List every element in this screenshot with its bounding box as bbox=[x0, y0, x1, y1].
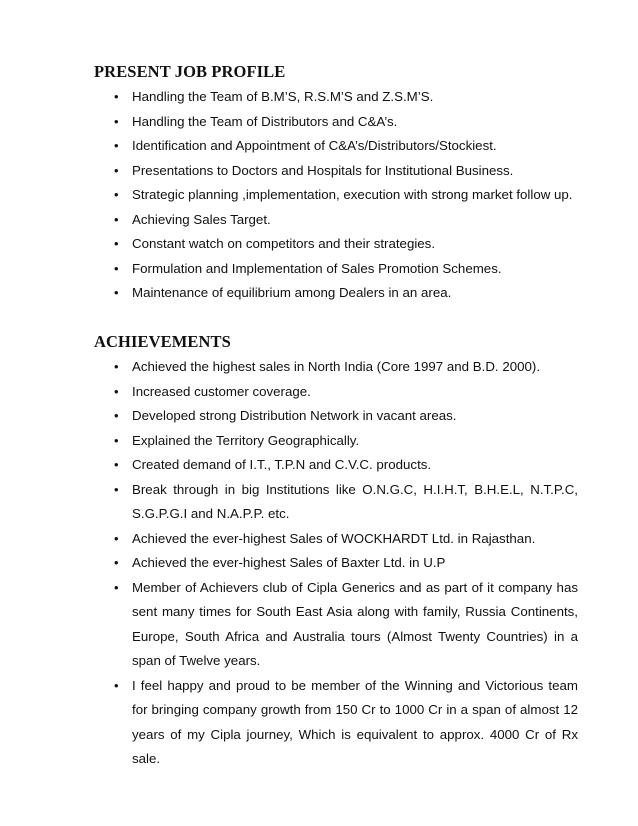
list-item bbox=[114, 576, 578, 674]
list-item bbox=[114, 527, 578, 552]
bullet-icon: • bbox=[114, 677, 119, 693]
list-item bbox=[114, 380, 578, 405]
list-item-text: Developed strong Distribution Network in vacant areas. bbox=[132, 408, 457, 423]
bullet-icon: • bbox=[114, 579, 119, 595]
bullet-icon: • bbox=[114, 113, 119, 129]
list-item-text: Break through in big Institutions like O.N.G.C, H.I.H.T, B.H.E.L, N.T.P.C, S.G.P.G.I and N.A.P.P. etc. bbox=[132, 481, 578, 521]
list-item-text: Achieved the ever-highest Sales of WOCKHARDT Ltd. in Rajasthan. bbox=[132, 530, 536, 546]
bullet-icon: • bbox=[114, 89, 119, 104]
bullet-icon: • bbox=[114, 187, 119, 202]
list-item bbox=[114, 429, 578, 454]
list-item-text: Handling the Team of B.M’S, R.S.M’S and Z.S.M’S. bbox=[132, 89, 434, 104]
list-item-text: Presentations to Doctors and Hospitals for Institutional Business. bbox=[132, 162, 514, 178]
bullet-icon: • bbox=[114, 138, 119, 153]
list-item bbox=[114, 453, 578, 478]
list-item bbox=[114, 478, 578, 527]
bullet-icon: • bbox=[114, 285, 119, 300]
list-item bbox=[114, 232, 578, 257]
bullet-icon: • bbox=[114, 481, 119, 497]
list-item bbox=[114, 134, 578, 159]
list-item bbox=[114, 183, 578, 208]
present-job-profile-list bbox=[114, 85, 578, 306]
list-item bbox=[114, 159, 578, 184]
list-item-text: Member of Achievers club of Cipla Generics and as part of it company has sent many times for South East Asia along with family, Russia Continents, Europe, South Africa and Australia tours (Almost Twenty Countries) in a span of Twelve years. bbox=[132, 579, 578, 668]
list-item-text: I feel happy and proud to be member of the Winning and Victorious team for bringing company growth from 150 Cr to 1000 Cr in a span of almost 12 years of my Cipla journey, Which is equivalent to approx. 4000 Cr of Rx sale. bbox=[132, 677, 578, 766]
list-item bbox=[114, 257, 578, 282]
bullet-icon: • bbox=[114, 457, 119, 472]
present-job-profile-heading: PRESENT JOB PROFILE bbox=[94, 62, 286, 81]
bullet-icon: • bbox=[114, 530, 119, 546]
bullet-icon: • bbox=[114, 359, 119, 374]
achievements-list bbox=[114, 355, 578, 772]
bullet-icon: • bbox=[114, 383, 119, 399]
list-item bbox=[114, 674, 578, 772]
list-item-text: Increased customer coverage. bbox=[132, 383, 311, 399]
bullet-icon: • bbox=[114, 408, 119, 423]
list-item-text: Explained the Territory Geographically. bbox=[132, 432, 360, 448]
list-item-text: Achieved the ever-highest Sales of Baxter Ltd. in U.P bbox=[132, 555, 446, 570]
list-item bbox=[114, 110, 578, 135]
list-item-text: Constant watch on competitors and their strategies. bbox=[132, 236, 436, 251]
bullet-icon: • bbox=[114, 555, 119, 570]
bullet-icon: • bbox=[114, 162, 119, 178]
list-item-text: Achieving Sales Target. bbox=[132, 211, 271, 227]
achievements-heading: ACHIEVEMENTS bbox=[94, 332, 231, 351]
list-item-text: Created demand of I.T., T.P.N and C.V.C. products. bbox=[132, 457, 432, 472]
list-item-text: Strategic planning ,implementation, execution with strong market follow up. bbox=[132, 187, 573, 202]
list-item-text: Formulation and Implementation of Sales Promotion Schemes. bbox=[132, 260, 502, 276]
list-item-text: Maintenance of equilibrium among Dealers in an area. bbox=[132, 285, 452, 300]
bullet-icon: • bbox=[114, 432, 119, 448]
list-item bbox=[114, 281, 578, 306]
list-item-text: Achieved the highest sales in North India (Core 1997 and B.D. 2000). bbox=[132, 359, 541, 374]
list-item bbox=[114, 355, 578, 380]
list-item bbox=[114, 551, 578, 576]
bullet-icon: • bbox=[114, 236, 119, 251]
bullet-icon: • bbox=[114, 211, 119, 227]
list-item bbox=[114, 404, 578, 429]
list-item-text: Identification and Appointment of C&A’s/Distributors/Stockiest. bbox=[132, 138, 497, 153]
list-item bbox=[114, 85, 578, 110]
bullet-icon: • bbox=[114, 260, 119, 276]
list-item-text: Handling the Team of Distributors and C&A’s. bbox=[132, 113, 398, 129]
list-item bbox=[114, 208, 578, 233]
